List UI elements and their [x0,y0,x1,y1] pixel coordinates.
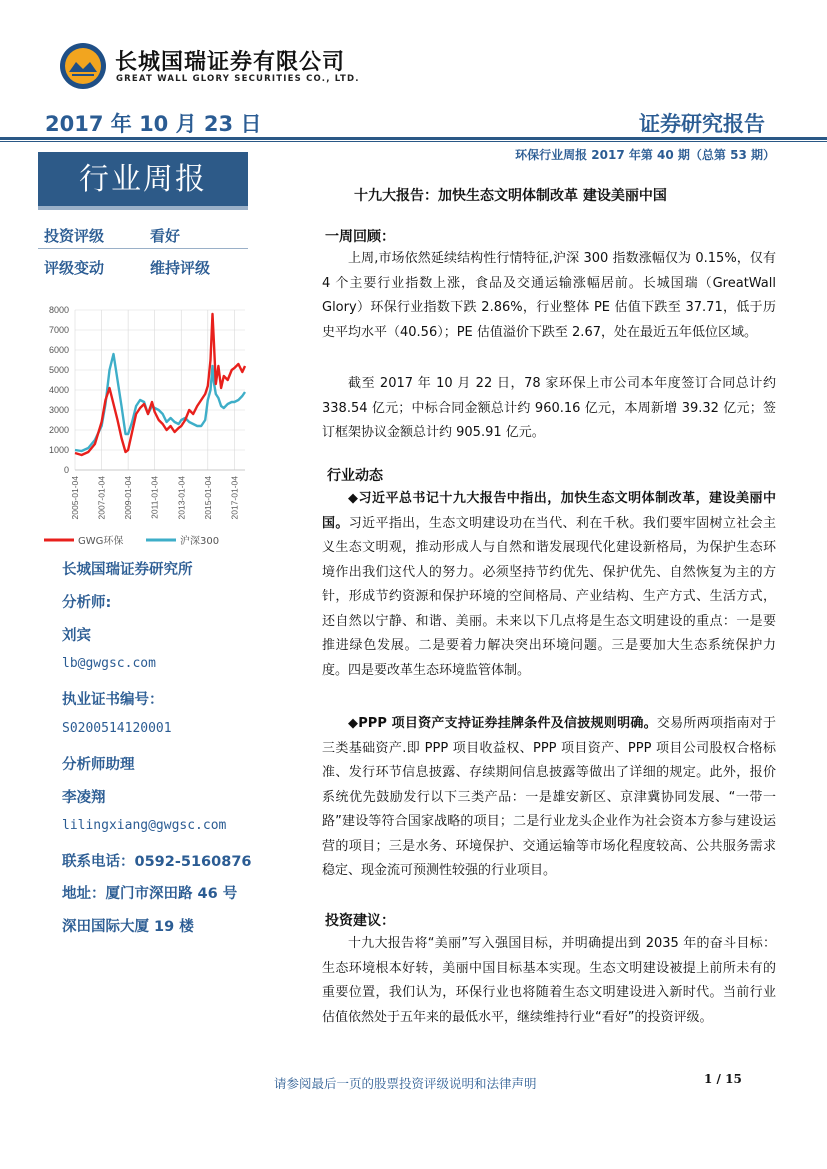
rating-value: 看好 [150,227,181,245]
weekly-review-heading: 一周回顾： [325,229,395,245]
rating-label: 投资评级 [44,227,105,245]
cert-label: 执业证书编号： [62,692,164,708]
cert-number: S0200514120001 [62,721,172,736]
index-chart [40,298,250,553]
y-tick-label: 0 [63,465,69,475]
news-lead: ◆习近平总书记十九大报告中指出，加快生态文明体制改革，建设美丽中国。 [322,491,776,531]
weekly-review-paragraph: 上周,市场依然延续结构性行情特征,沪深 300 指数涨幅仅为 0.15%，仅有 4 个主要行业指数上涨，食品及交通运输涨幅居前。长城国瑞（GreatWall Glory）环保行业指数下跌 2.86%，行业整体 PE 估值下跌至 37.71，低于历史平均水平（40.56）；PE 估值溢价下跌至 2.67，处在最近五年低位区域。 [322,251,776,340]
x-tick-label: 2005-01-04 [70,476,80,520]
headline: 十九大报告：加快生态文明体制改革 建设美丽中国 [354,188,667,204]
investment-advice-heading: 投资建议： [325,913,395,929]
industry-news-heading: 行业动态 [327,468,383,484]
news-body: 交易所两项指南对于三类基础资产.即 PPP 项目收益权、PPP 项目资产、PPP 项目公司股权合格标准、发行环节信息披露、存续期间信息披露等做出了详细的规定。此外，报价系统优先鼓励发行以下三类产品：一是雄安新区、京津冀协同发展、“一带一路”建设等符合国家战略的项目；二是行业龙头企业作为社会资本方参与建设运营的项目；三是水务、环境保护、交通运输等市场化程度较高、公共服务需求稳定、现金流可预测性较强的行业项目。 [322,716,776,878]
analyst-name: 刘宾 [62,628,91,644]
header-rule-thin [0,141,827,142]
news-body: 习近平指出，生态文明建设功在当代、利在千秋。我们要牢固树立社会主义生态文明观，推动形成人与自然和谐发展现代化建设新格局，为保护生态环境作出我们这代人的努力。必须坚持节约优先、保护优先、自然恢复为主的方针，形成节约资源和保护环境的空间格局、产业结构、生产方式、生活方式，还自然以宁静、和谐、美丽。未来以下几点将是生态文明建设的重点：一是要推进绿色发展。二是要着力解决突出环境问题。三是要加大生态系统保护力度。四是要改革生态环境监管体制。 [322,515,776,678]
address-line-1: 地址：厦门市深田路 46 号 [62,886,238,902]
series-line [75,314,245,455]
y-tick-label: 3000 [48,405,69,415]
y-tick-label: 8000 [48,305,69,315]
page-number: 1 / 15 [704,1072,742,1086]
report-type: 证券研究报告 [639,112,765,136]
issue-line: 环保行业周报 2017 年第 40 期（总第 53 期） [515,148,775,162]
contracts-paragraph: 截至 2017 年 10 月 22 日，78 家环保上市公司本年度签订合同总计约 338.54 亿元；中标合同金额总计约 960.16 亿元，本周新增 39.32 亿元；签订框架协议金额总计约 905.91 亿元。 [322,376,776,440]
rating-divider [38,248,248,249]
news-item-ppp [322,712,776,884]
news-lead: ◆PPP 项目资产支持证券挂牌条件及信披规则明确。 [348,716,657,731]
assistant-name: 李凌翔 [62,790,106,806]
x-tick-label: 2011-01-04 [149,476,160,519]
report-date: 2017 年 10 月 23 日 [45,112,262,136]
x-tick-label: 2007-01-04 [96,476,107,520]
legend-label: GWG环保 [78,536,124,547]
legend-label: 沪深300 [180,536,220,547]
y-tick-label: 7000 [48,325,69,335]
investment-advice-paragraph: 十九大报告将“美丽”写入强国目标，并明确提出到 2035 年的奋斗目标：生态环境根本好转，美丽中国目标基本实现。生态文明建设被提上前所未有的重要位置，我们认为，环保行业也将随着生态文明建设进入新时代。当前行业估值依然处于五年来的最低水平，继续维持行业“看好”的投资评级。 [322,936,776,1025]
header-rule [0,137,827,140]
assistant-email[interactable]: lilingxiang@gwgsc.com [62,818,227,833]
company-name-cn: 长城国瑞证券有限公司 [115,50,346,75]
analyst-label: 分析师: [62,595,112,611]
x-tick-label: 2017-01-04 [229,476,240,520]
company-logo-icon [58,42,108,90]
address-line-2: 深田国际大厦 19 楼 [62,919,194,935]
y-tick-label: 5000 [48,365,69,375]
weekly-banner: 行业周报 [38,152,248,207]
x-tick-label: 2015-01-04 [202,476,213,520]
analyst-email[interactable]: lb@gwgsc.com [62,656,156,671]
research-institute: 长城国瑞证券研究所 [62,562,193,578]
x-tick-label: 2013-01-04 [176,476,187,520]
y-tick-label: 4000 [48,385,69,395]
rating-change-value: 维持评级 [150,259,211,277]
weekly-banner-underline [38,206,248,210]
y-tick-label: 6000 [48,345,69,355]
y-tick-label: 1000 [48,445,69,455]
rating-change-label: 评级变动 [44,259,105,277]
assistant-label: 分析师助理 [62,757,135,773]
contact-phone: 联系电话：0592-5160876 [62,854,252,870]
company-name-en: GREAT WALL GLORY SECURITIES CO., LTD. [116,74,360,84]
footer-disclaimer-note: 请参阅最后一页的股票投资评级说明和法律声明 [274,1076,537,1091]
news-item-ecology [322,487,776,683]
x-tick-label: 2009-01-04 [123,476,134,520]
y-tick-label: 2000 [48,425,69,435]
